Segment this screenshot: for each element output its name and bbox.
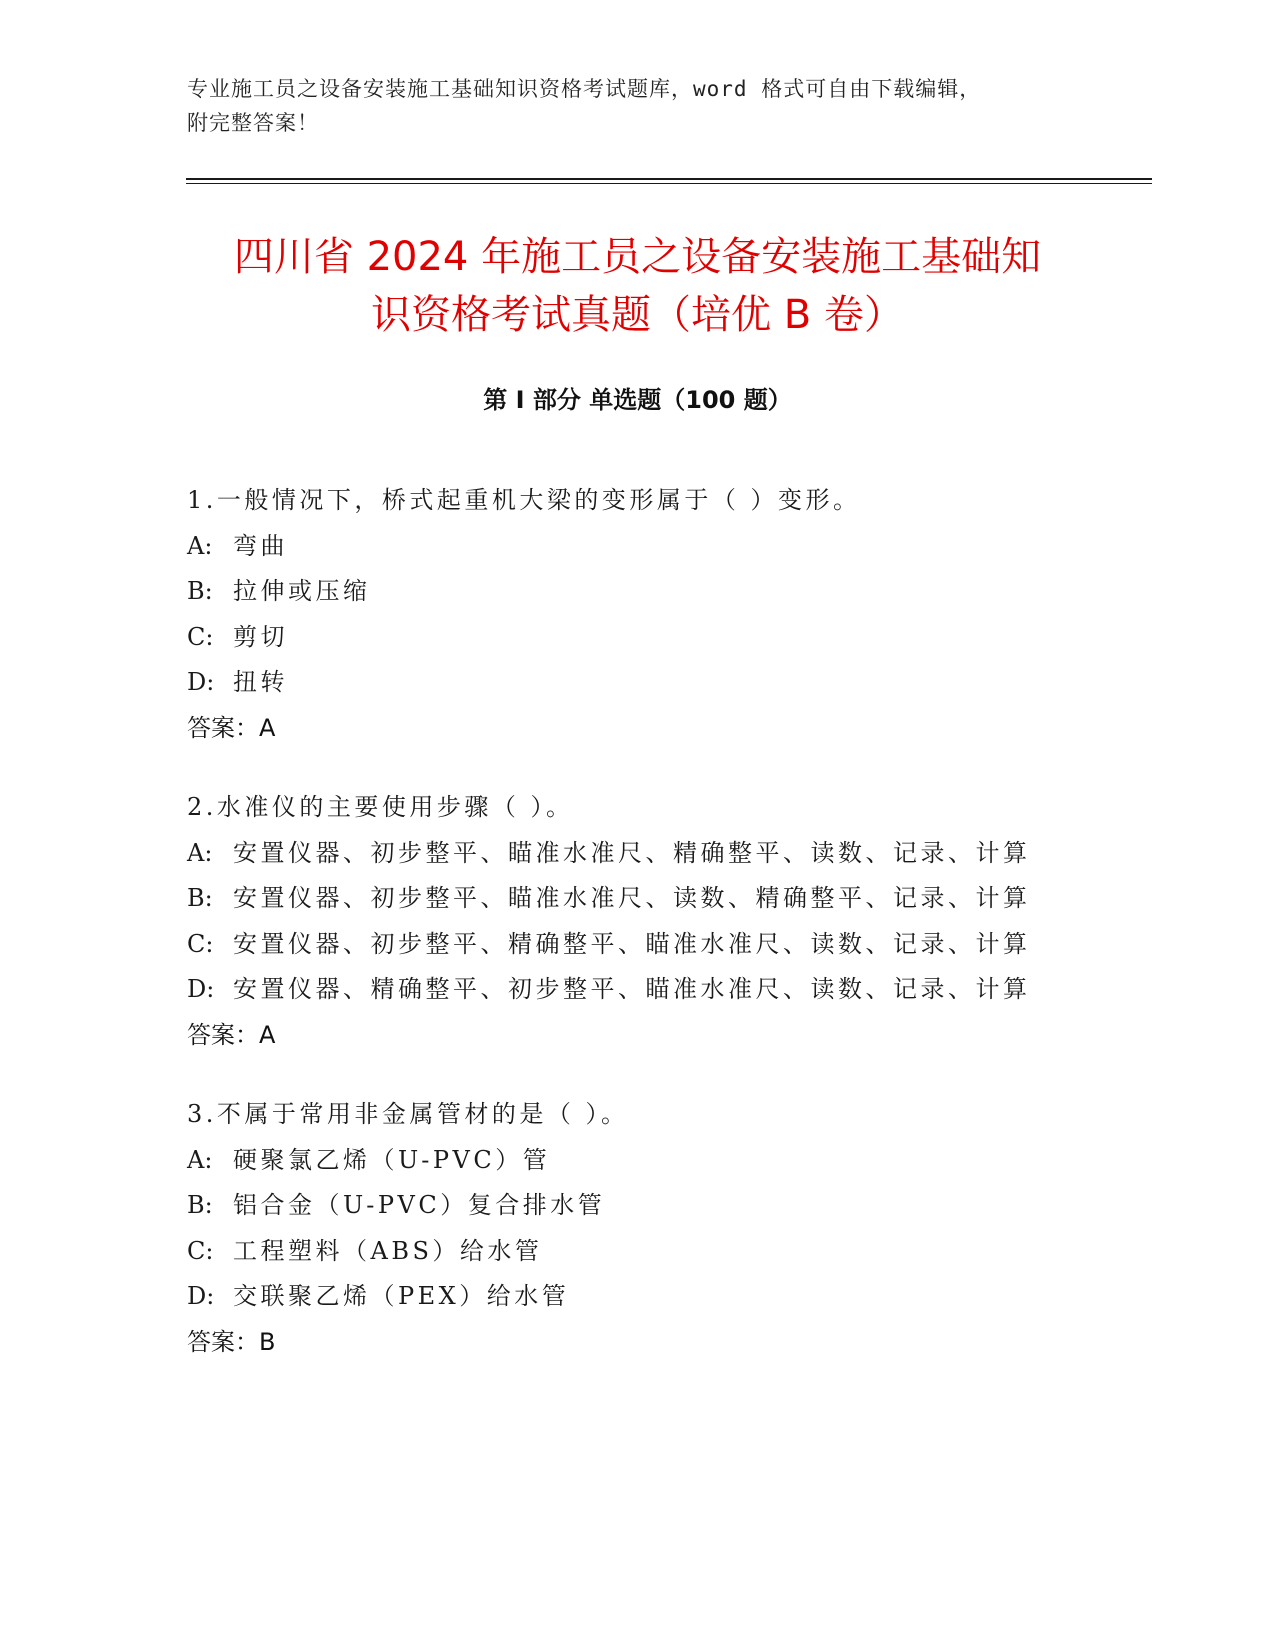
option-letter: A: xyxy=(187,531,213,560)
option-letter: D: xyxy=(187,668,215,696)
section-title: 第 I 部分 单选题（100 题） xyxy=(483,386,792,414)
question-list xyxy=(187,478,1147,1399)
option-c xyxy=(187,1229,1147,1275)
answer-label: 答案：B xyxy=(187,1327,276,1356)
option-letter: B: xyxy=(187,577,213,605)
option-letter: D: xyxy=(187,1282,215,1310)
option-b xyxy=(187,569,1147,615)
option-letter: B: xyxy=(187,1191,213,1219)
document-title-line-1: 四川省 2024 年施工员之设备安装施工基础知 xyxy=(233,234,1042,280)
option-text: 剪切 xyxy=(233,622,288,651)
option-a xyxy=(187,831,1147,877)
question-stem: 1.一般情况下，桥式起重机大梁的变形属于（ ）变形。 xyxy=(187,486,861,514)
answer-label: 答案：A xyxy=(187,1020,276,1049)
option-text: 工程塑料（ABS）给水管 xyxy=(233,1236,543,1265)
document-title xyxy=(150,228,1125,344)
header-note-line-1: 专业施工员之设备安装施工基础知识资格考试题库，word 格式可自由下载编辑， xyxy=(187,77,982,101)
option-text: 铝合金（U-PVC）复合排水管 xyxy=(233,1191,606,1219)
option-letter: C: xyxy=(187,1236,214,1265)
option-text: 安置仪器、初步整平、精确整平、瞄准水准尺、读数、记录、计算 xyxy=(233,929,1031,958)
option-c xyxy=(187,922,1147,968)
option-letter: C: xyxy=(187,622,214,651)
option-text: 安置仪器、精确整平、初步整平、瞄准水准尺、读数、记录、计算 xyxy=(233,975,1031,1003)
option-b xyxy=(187,876,1147,922)
option-letter: A: xyxy=(187,838,213,867)
question-1 xyxy=(187,478,1147,751)
option-letter: A: xyxy=(187,1145,213,1174)
option-text: 安置仪器、初步整平、瞄准水准尺、读数、精确整平、记录、计算 xyxy=(233,884,1031,912)
option-letter: D: xyxy=(187,975,215,1003)
option-text: 硬聚氯乙烯（U-PVC）管 xyxy=(233,1145,551,1174)
question-2 xyxy=(187,785,1147,1058)
option-text: 扭转 xyxy=(233,668,288,696)
option-letter: C: xyxy=(187,929,214,958)
option-d xyxy=(187,660,1147,706)
option-c xyxy=(187,615,1147,661)
option-a xyxy=(187,1138,1147,1184)
option-a xyxy=(187,524,1147,570)
header-divider-thin xyxy=(186,183,1152,184)
option-d xyxy=(187,967,1147,1013)
question-stem: 3.不属于常用非金属管材的是（ ）。 xyxy=(187,1100,629,1128)
header-note xyxy=(187,72,1087,140)
question-3 xyxy=(187,1092,1147,1365)
option-text: 弯曲 xyxy=(233,531,288,560)
header-note-line-2: 附完整答案！ xyxy=(187,111,319,135)
answer-label: 答案：A xyxy=(187,713,276,742)
option-text: 交联聚乙烯（PEX）给水管 xyxy=(233,1282,570,1310)
option-letter: B: xyxy=(187,884,213,912)
option-d xyxy=(187,1274,1147,1320)
option-text: 拉伸或压缩 xyxy=(233,577,371,605)
option-b xyxy=(187,1183,1147,1229)
option-text: 安置仪器、初步整平、瞄准水准尺、精确整平、读数、记录、计算 xyxy=(233,838,1031,867)
document-title-line-2: 识资格考试真题（培优 B 卷） xyxy=(371,292,904,338)
question-stem: 2.水准仪的主要使用步骤（ ）。 xyxy=(187,793,574,821)
header-divider-thick xyxy=(186,178,1152,180)
